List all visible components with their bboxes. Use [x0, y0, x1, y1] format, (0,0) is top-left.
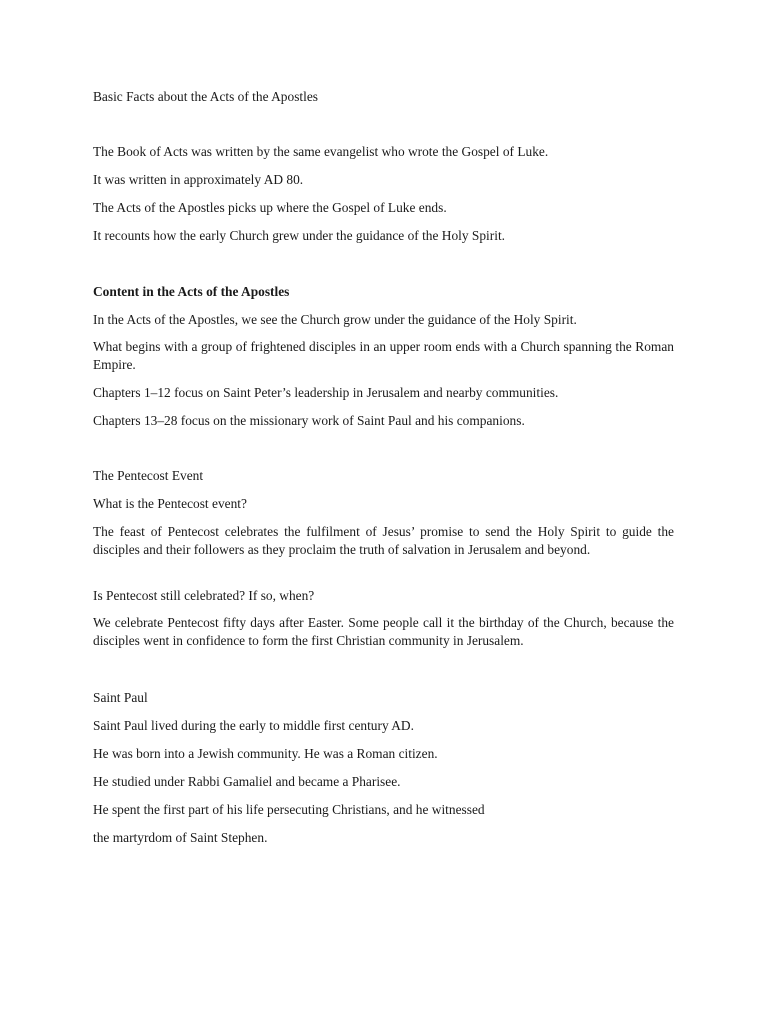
content-paragraph: Chapters 13–28 focus on the missionary work of Saint Paul and his companions. [93, 413, 525, 428]
content-paragraph: What begins with a group of frightened disciples in an upper room ends with a Church spanning the Roman Empire. [93, 339, 674, 372]
intro-line: It recounts how the early Church grew under the guidance of the Holy Spirit. [93, 228, 506, 243]
paul-line: He studied under Rabbi Gamaliel and became a Pharisee. [93, 774, 401, 789]
pentecost-question: What is the Pentecost event? [93, 496, 247, 511]
paul-line: the martyrdom of Saint Stephen. [93, 830, 268, 845]
paul-line: Saint Paul lived during the early to middle first century AD. [93, 718, 414, 733]
content-paragraph: Chapters 1–12 focus on Saint Peter’s leadership in Jerusalem and nearby communities. [93, 385, 559, 400]
paul-line: He was born into a Jewish community. He was a Roman citizen. [93, 746, 438, 761]
intro-line: It was written in approximately AD 80. [93, 172, 304, 187]
paul-line: He spent the first part of his life persecuting Christians, and he witnessed [93, 802, 485, 817]
content-heading: Content in the Acts of the Apostles [93, 284, 290, 299]
paul-heading: Saint Paul [93, 690, 148, 705]
intro-line: The Book of Acts was written by the same evangelist who wrote the Gospel of Luke. [93, 144, 549, 159]
intro-line: The Acts of the Apostles picks up where the Gospel of Luke ends. [93, 200, 447, 215]
pentecost-answer: The feast of Pentecost celebrates the fulfilment of Jesus’ promise to send the Holy Spirit to guide the disciples and their followers as they proclaim the truth of salvation in Jerusalem and beyond. [93, 524, 674, 557]
pentecost-heading: The Pentecost Event [93, 468, 204, 483]
pentecost-answer: We celebrate Pentecost fifty days after Easter. Some people call it the birthday of the Church, because the disciples went in confidence to form the first Christian community in Jerusalem. [93, 615, 674, 648]
pentecost-question: Is Pentecost still celebrated? If so, when? [93, 588, 315, 603]
document-title: Basic Facts about the Acts of the Apostles [93, 89, 319, 104]
content-paragraph: In the Acts of the Apostles, we see the Church grow under the guidance of the Holy Spirit. [93, 312, 577, 327]
